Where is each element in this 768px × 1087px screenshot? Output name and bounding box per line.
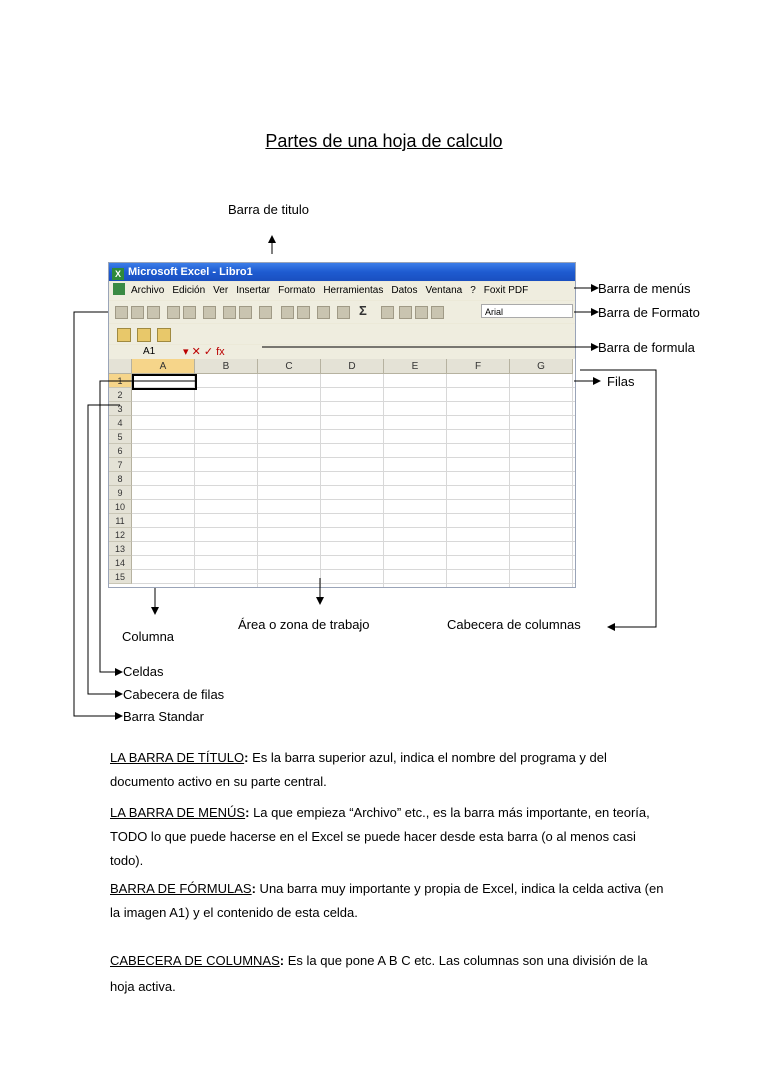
column-header: G — [510, 359, 573, 374]
row-header: 12 — [109, 528, 132, 542]
menu-item: Datos — [391, 285, 418, 296]
row-header: 5 — [109, 430, 132, 444]
row-header: 15 — [109, 570, 132, 584]
label-barra-titulo: Barra de titulo — [228, 202, 309, 217]
excel-title-text: Microsoft Excel - Libro1 — [128, 266, 253, 278]
paragraph-barra-titulo — [110, 746, 670, 794]
row-header: 13 — [109, 542, 132, 556]
paragraph-heading: LA BARRA DE MENÚS — [110, 805, 246, 820]
menu-item: Archivo — [131, 285, 165, 296]
label-filas: Filas — [607, 374, 635, 389]
paragraph-text: La que empieza “Archivo” etc., es la barra más importante, en teoría, TODO lo que puede hacerse en el Excel se puede hacer desde esta barra (o al menos casi todo). — [110, 805, 650, 868]
paragraph-colon: : — [251, 881, 256, 896]
menu-item: Insertar — [236, 285, 271, 296]
label-barra-formato: Barra de Formato — [598, 305, 700, 320]
paragraph-colon: : — [244, 750, 249, 765]
label-celdas: Celdas — [123, 664, 164, 679]
paragraph-heading: LA BARRA DE TÍTULO — [110, 750, 245, 765]
paragraph-text: Una barra muy importante y propia de Excel, indica la celda activa (en la imagen A1) y el contenido de esta celda. — [110, 881, 664, 920]
page-title: Partes de una hoja de calculo — [265, 131, 503, 151]
row-header: 6 — [109, 444, 132, 458]
paragraph-barra-menus — [110, 801, 670, 873]
column-header: C — [258, 359, 321, 374]
row-header: 2 — [109, 388, 132, 402]
font-selector: Arial — [481, 304, 573, 318]
row-header: 14 — [109, 556, 132, 570]
name-box: A1 — [143, 346, 156, 357]
excel-logo-icon: X — [112, 268, 124, 280]
paragraph-heading: BARRA DE FÓRMULAS — [110, 881, 252, 896]
menu-item: Ver — [213, 285, 229, 296]
column-header: E — [384, 359, 447, 374]
arrow-cabecera-filas — [88, 405, 122, 694]
label-barra-menus: Barra de menús — [598, 281, 691, 296]
label-cabecera-filas: Cabecera de filas — [123, 687, 225, 702]
label-barra-standar: Barra Standar — [123, 709, 204, 724]
paragraph-colon: : — [279, 953, 285, 968]
paragraph-cabecera-columnas — [110, 948, 670, 1000]
menu-item: Formato — [278, 285, 316, 296]
column-header: D — [321, 359, 384, 374]
row-header: 1 — [109, 374, 132, 388]
column-header: B — [195, 359, 258, 374]
menu-item: Foxit PDF — [483, 285, 529, 296]
row-header: 8 — [109, 472, 132, 486]
label-columna: Columna — [122, 629, 175, 644]
row-header: 10 — [109, 500, 132, 514]
arrow-celdas — [100, 381, 195, 672]
menu-item: Edición — [172, 285, 206, 296]
arrow-cabecera-columnas — [580, 370, 656, 627]
formula-icons: ▾ ✕ ✓ fx — [183, 346, 225, 358]
column-header: A — [132, 359, 195, 374]
label-barra-formula: Barra de formula — [598, 340, 695, 355]
paragraph-heading: CABECERA DE COLUMNAS — [110, 953, 280, 968]
paragraph-barra-formulas — [110, 877, 670, 925]
paragraph-text: Es la barra superior azul, indica el nombre del programa y del documento activo en su parte central. — [110, 750, 607, 789]
label-cabecera-columnas: Cabecera de columnas — [447, 617, 581, 632]
row-header: 11 — [109, 514, 132, 528]
sigma-icon: Σ — [359, 303, 367, 318]
label-area-trabajo: Área o zona de trabajo — [238, 617, 370, 632]
column-header: F — [447, 359, 510, 374]
row-header: 3 — [109, 402, 132, 416]
row-header: 4 — [109, 416, 132, 430]
menu-item: ? — [470, 285, 476, 296]
row-header: 9 — [109, 486, 132, 500]
paragraph-text: Es la que pone A B C etc. Las columnas son una división de la hoja activa. — [110, 953, 648, 994]
row-header: 7 — [109, 458, 132, 472]
arrow-barra-standar — [74, 312, 122, 716]
menu-item: Ventana — [425, 285, 463, 296]
menu-item: Herramientas — [323, 285, 384, 296]
paragraph-colon: : — [245, 805, 250, 820]
